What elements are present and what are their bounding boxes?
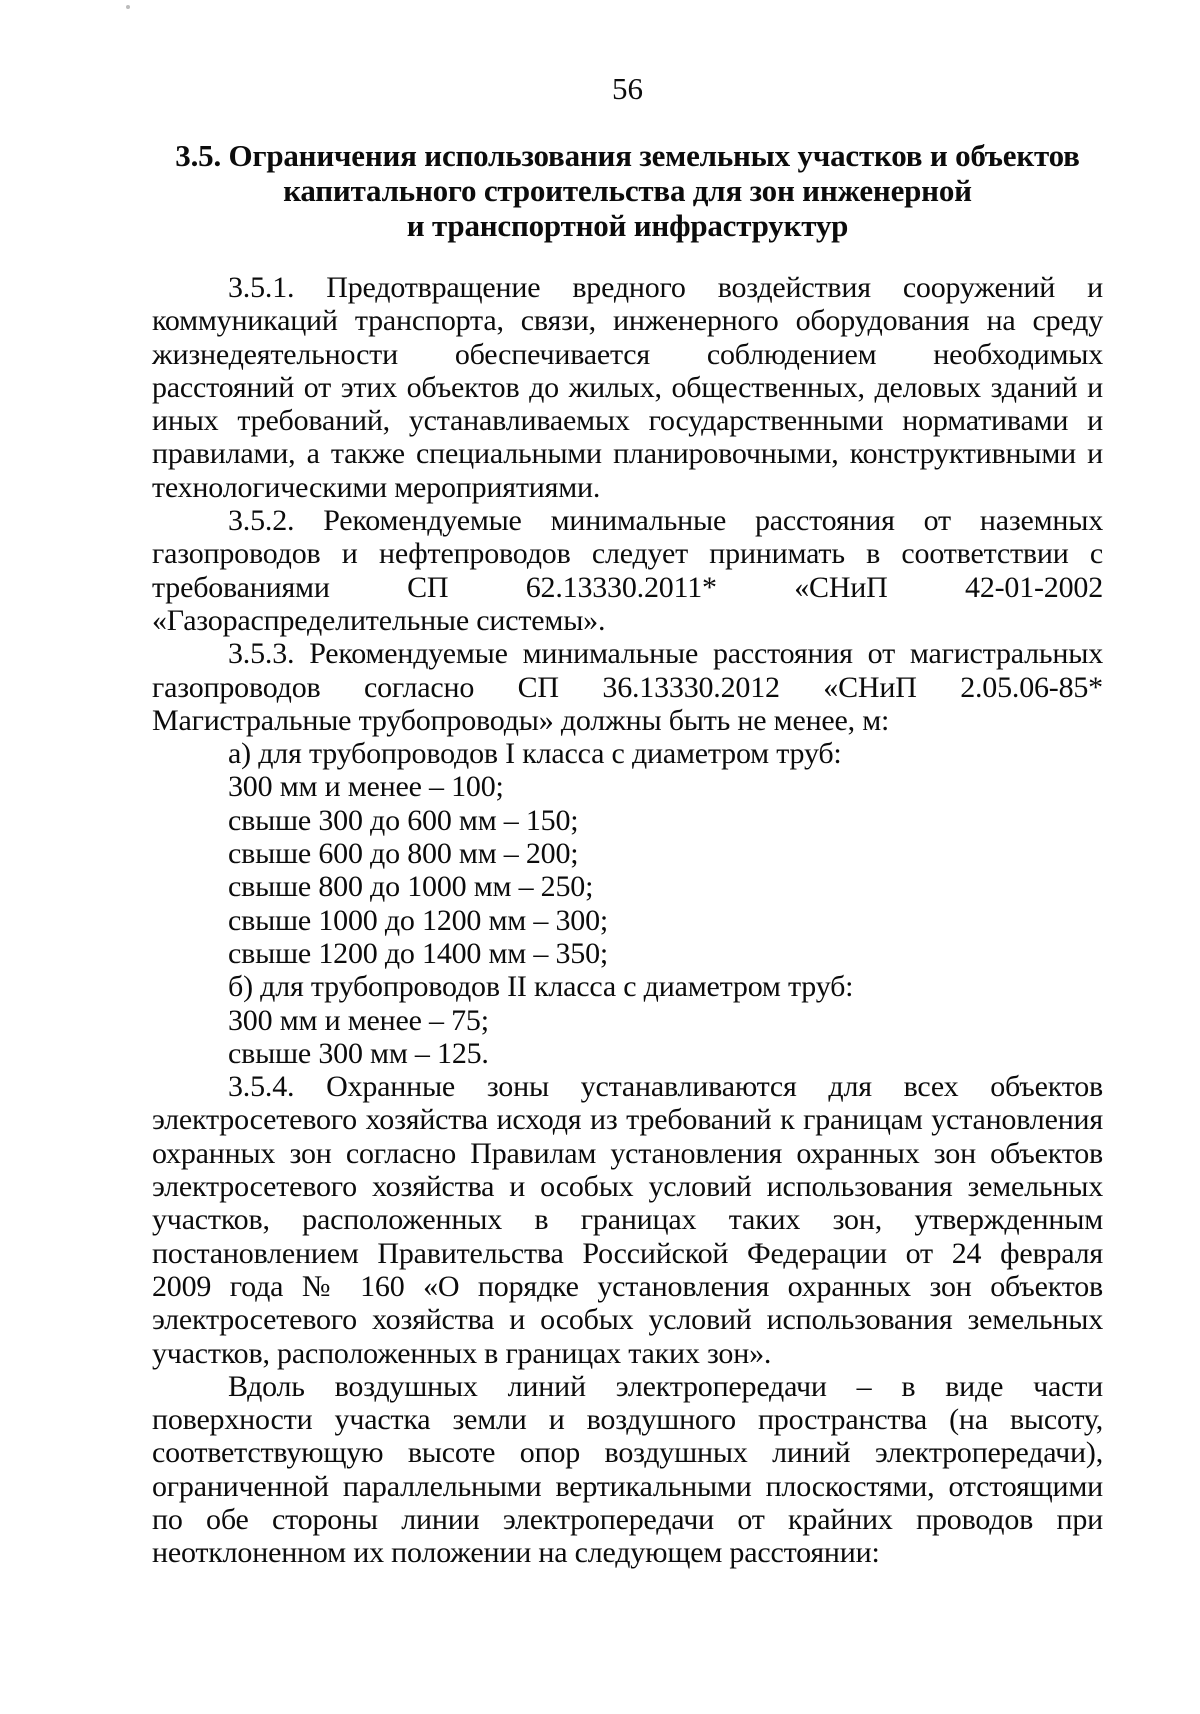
text-line: электросетевого хозяйства исходя из требований к границам установления <box>152 1103 1103 1137</box>
text-line: коммуникаций транспорта, связи, инженерного оборудования на среду <box>152 304 1103 338</box>
text-line: требованиями СП 62.13330.2011* «СНиП 42-01-2002 <box>152 570 1103 604</box>
text-line: поверхности участка земли и воздушного пространства (на высоту, <box>152 1403 1103 1437</box>
text-line: технологическими мероприятиями. <box>152 470 601 504</box>
text-line: по обе стороны линии электропередачи от крайних проводов при <box>152 1502 1103 1536</box>
text-line: ограниченной параллельными вертикальными плоскостями, отстоящими <box>152 1469 1103 1503</box>
text-line: неотклоненном их положении на следующем расстоянии: <box>152 1536 880 1570</box>
text-line: 3.5.3. Рекомендуемые минимальные расстояния от магистральных <box>228 637 1103 671</box>
text-line: электросетевого хозяйства и особых условий использования земельных <box>152 1170 1103 1204</box>
text-line: 300 мм и менее – 75; <box>228 1003 489 1037</box>
text-line: 2009 года № 160 «О порядке установления охранных зон объектов <box>152 1269 1103 1303</box>
heading-line: капитального строительства для зон инженерной <box>283 173 972 208</box>
heading-line: и транспортной инфраструктур <box>406 208 849 243</box>
text-line: б) для трубопроводов II класса с диаметром труб: <box>228 970 854 1004</box>
section-heading <box>152 138 1103 243</box>
heading-line: 3.5. Ограничения использования земельных участков и объектов <box>175 138 1080 173</box>
text-line: участков, расположенных в границах таких зон». <box>152 1336 772 1370</box>
text-line: свыше 600 до 800 мм – 200; <box>228 837 579 871</box>
text-line: свыше 300 мм – 125. <box>228 1036 489 1070</box>
text-line: газопроводов и нефтепроводов следует принимать в соответствии с <box>152 537 1103 571</box>
body-text <box>152 271 1103 1570</box>
text-line: расстояний от этих объектов до жилых, общественных, деловых зданий и <box>152 370 1103 404</box>
text-line: 3.5.2. Рекомендуемые минимальные расстояния от наземных <box>228 504 1103 538</box>
text-line: охранных зон согласно Правилам установления охранных зон объектов <box>152 1136 1103 1170</box>
text-line: а) для трубопроводов I класса с диаметром труб: <box>228 737 842 771</box>
text-line: Магистральные трубопроводы» должны быть не менее, м: <box>152 703 890 737</box>
text-line: постановлением Правительства Российской Федерации от 24 февраля <box>152 1236 1103 1270</box>
text-line: «Газораспределительные системы». <box>152 603 606 637</box>
scan-artifact-speck <box>126 5 130 9</box>
text-line: свыше 1000 до 1200 мм – 300; <box>228 903 609 937</box>
text-line: жизнедеятельности обеспечивается соблюдением необходимых <box>152 337 1103 371</box>
text-line: свыше 300 до 600 мм – 150; <box>228 803 579 837</box>
text-line: соответствующую высоте опор воздушных линий электропередачи), <box>152 1436 1103 1470</box>
text-line: участков, расположенных в границах таких зон, утвержденным <box>152 1203 1103 1237</box>
text-line: Вдоль воздушных линий электропередачи – в виде части <box>228 1369 1103 1403</box>
text-line: свыше 800 до 1000 мм – 250; <box>228 870 594 904</box>
text-line: правилами, а также специальными планировочными, конструктивными и <box>152 437 1103 471</box>
text-line: электросетевого хозяйства и особых условий использования земельных <box>152 1303 1103 1337</box>
text-line: 3.5.4. Охранные зоны устанавливаются для всех объектов <box>228 1070 1103 1104</box>
text-line: 300 мм и менее – 100; <box>228 770 504 804</box>
page-number: 56 <box>612 71 643 106</box>
text-line: 3.5.1. Предотвращение вредного воздействия сооружений и <box>228 271 1103 304</box>
text-line: свыше 1200 до 1400 мм – 350; <box>228 936 609 970</box>
text-line: иных требований, устанавливаемых государственными нормативами и <box>152 404 1103 438</box>
text-line: газопроводов согласно СП 36.13330.2012 «СНиП 2.05.06-85* <box>152 670 1103 704</box>
